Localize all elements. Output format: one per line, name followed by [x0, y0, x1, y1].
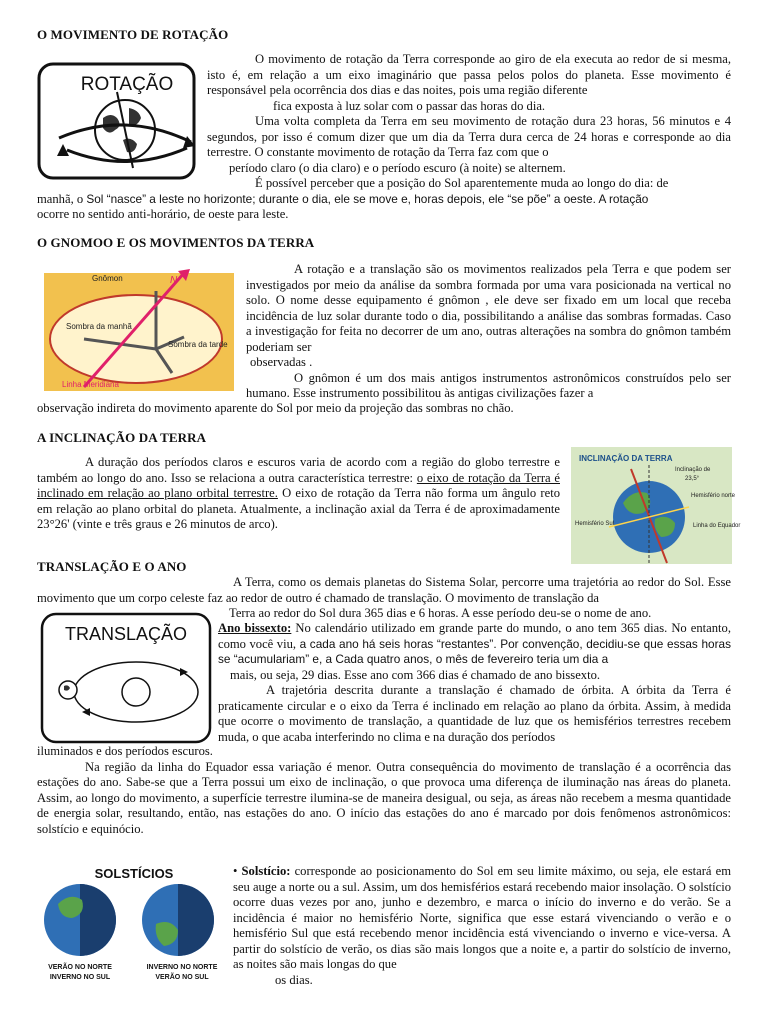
meridian-line-label: Linha Meridiana	[62, 380, 119, 389]
translation-paragraph-1: A Terra, como os demais planetas do Sistema Solar, percorre uma trajetória ao redor do Sol. Esse movimento que um corpo celeste faz ao redor de outro é chamado de translação. O movimento de translação da	[37, 575, 731, 605]
rotation-paragraph-1-end: fica exposta à luz solar com o passar das horas do dia.	[273, 98, 546, 113]
inclination-angle-label: Inclinação de	[675, 467, 711, 473]
gnomon-paragraph-2: O gnômon é um dos mais antigos instrumentos astronômicos construídos pelo ser humano. Esse instrumento possibilitou às antigas civilizações fazer a	[246, 370, 731, 400]
inclination-illustration	[571, 447, 741, 564]
gnomon-illustration	[44, 267, 240, 395]
solstice-paragraph: corresponde ao posicionamento do Sol em seu limite máximo, ou seja, ele estará em seu auge a norte ou a sul. Assim, um dos hemisférios estará recebendo maior insolação. O solstício ocorre duas vezes por ano, junho e dezembro, e marca o início do inverno e do verão. Se a incidência é maior no hemisfério Norte, significa que esse estará vivenciando o verão e o hemisfério Sul que está recebendo menor incidência está vivenciando o inverno e vice-versa. A partir do solstício de verão, os dias são mais longos que a noite e, a partir do solstício de inverno, as noites são mais longas do que	[233, 864, 731, 971]
inclination-paragraph-start: A duração dos períodos claros e escuros varia de acordo com a região do globo terrestre e também ao longo do ano. Isso se relaciona a outra característica terrestre:	[37, 455, 560, 485]
rotation-paragraph-3-start: É possível perceber que a posição do Sol aparentemente muda ao longo do dia: de	[255, 176, 669, 190]
section-title-translation: TRANSLAÇÃO E O ANO	[37, 559, 187, 574]
section-title-gnomon: O GNOMOO E OS MOVIMENTOS DA TERRA	[37, 235, 315, 250]
translation-paragraph-3-end: iluminados e dos períodos escuros.	[37, 744, 213, 758]
solstices-image-title: SOLSTÍCIOS	[94, 866, 174, 881]
equator-line-label: Linha do Equador	[693, 523, 741, 529]
leap-year-text-mid: a cada ano há seis horas “restantes”. Por convenção, decidiu-se que essas horas se “acumulariam” e, a Cada quatro anos, o mês de fevereiro teria um dia a	[218, 636, 731, 666]
rotation-paragraph-3-mid: Sol “nasce” a leste no horizonte; durante o dia, ele se move e, horas depois, ele “se põe” a oeste. A rotação	[86, 191, 649, 206]
rotation-paragraph-3-manha: manhã, o	[37, 191, 84, 206]
north-label: N	[170, 275, 178, 286]
leap-year-text-end: mais, ou seja, 29 dias. Esse ano com 366 dias é chamado de ano bissexto.	[230, 667, 601, 682]
rotation-illustration	[37, 60, 197, 182]
inclination-image-title: INCLINAÇÃO DA TERRA	[579, 454, 673, 463]
gnomon-paragraph-1-end: observadas .	[250, 355, 313, 369]
section-title-inclination: A INCLINAÇÃO DA TERRA	[37, 430, 207, 445]
section-title-rotation: O MOVIMENTO DE ROTAÇÃO	[37, 27, 229, 42]
leap-year-label: Ano bissexto:	[218, 621, 292, 635]
gnomon-label: Gnômon	[92, 274, 123, 283]
inclination-underlined-sentence: o eixo de rotação da Terra é inclinado em relação ao plano orbital terrestre.	[37, 470, 560, 500]
translation-paragraph-3: A trajetória descrita durante a translação é chamado de órbita. A órbita da Terra é praticamente circular e o eixo da Terra é inclinado em relação ao plano da órbita. Assim, à medida que ocorre o movimento de translação, a quantidade de luz que os hemisférios terrestres recebem muda, o que acaba interferindo no clima e na duração dos períodos	[218, 683, 731, 744]
solstice-left-line-2: INVERNO NO SUL	[49, 974, 111, 981]
rotation-paragraph-2: Uma volta completa da Terra em seu movimento de rotação dura 23 horas, 56 minutos e 4 segundos, por isso é comum dizer que um dia da Terra dura cerca de 24 horas e corresponde ao dia terrestre. O constante movimento de rotação da Terra faz com que o	[207, 114, 731, 159]
inclination-paragraph-end: O eixo de rotação da Terra não forma um ângulo reto em relação ao plano orbital do planeta. Atualmente, a inclinação axial da Terra é de aproximadamente 23°26' (vinte e três graus e 26 minutos de arco).	[37, 486, 560, 531]
leap-year-text-start: No calendário utilizado em grande parte do mundo, o ano tem 365 dias. No entanto, como você viu,	[218, 621, 731, 651]
afternoon-shadow-label: Sombra da tarde	[168, 340, 228, 349]
solstices-illustration	[38, 862, 228, 984]
translation-paragraph-4: Na região da linha do Equador essa variação é menor. Outra consequência do movimento de translação é a ocorrência das estações do ano. Sabe-se que a Terra possui um eixo de inclinação, o que provoca uma diferença de iluminação nas áreas do planeta. Assim, ao longo do movimento, a superfície terrestre ilumina-se de maneira desigual, ou seja, as áreas não recebem a mesma quantidade de energia solar, resultando, então, nas estações do ano. O início das estações do ano é marcado por dois fenômenos astronômicos: solstício e equinócio.	[37, 759, 731, 836]
rotation-paragraph-2-end: período claro (o dia claro) e o período escuro (à noite) se alternem.	[229, 160, 566, 175]
translation-image-label: TRANSLAÇÃO	[64, 624, 188, 644]
translation-illustration	[40, 612, 212, 744]
solstice-right-line-2: VERÃO NO SUL	[155, 974, 209, 981]
solstice-right-line-1: INVERNO NO NORTE	[146, 964, 218, 971]
solstice-term: Solstício:	[241, 864, 291, 878]
translation-paragraph-1-end: Terra ao redor do Sol dura 365 dias e 6 horas. A esse período deu-se o nome de ano.	[229, 606, 652, 620]
inclination-angle-value: 23,5°	[685, 476, 700, 482]
gnomon-paragraph-2-end: observação indireta do movimento aparente do Sol por meio da projeção das sombras no chão.	[37, 401, 514, 415]
solstice-bullet: •	[233, 864, 238, 878]
solstice-left-line-1: VERÃO NO NORTE	[48, 964, 112, 971]
rotation-paragraph-1: O movimento de rotação da Terra corresponde ao giro de ela executa ao redor de si mesma, isto é, em relação a um eixo imaginário que passa pelos polos do planeta. Esse movimento é responsável pela ocorrência dos dias e das noites, pois uma região diferente	[207, 52, 731, 97]
north-hemisphere-label: Hemisfério norte	[691, 493, 736, 499]
solstice-paragraph-end: os dias.	[275, 972, 313, 987]
morning-shadow-label: Sombra da manhã	[66, 322, 132, 331]
gnomon-paragraph-1: A rotação e a translação são os movimentos realizados pela Terra e que podem ser investigados por meio da análise da sombra formada por uma vara posicionada na vertical no solo. O nome desse equipamento é gnômon , ele deve ser fixado em um local que receba incidência de luz solar durante todo o dia, possibilitando a análise das sombras formadas. Caso a investigação for feita no decorrer de um ano, outras alterações na sombra do gnômon também poderiam ser	[246, 262, 731, 354]
south-hemisphere-label: Hemisfério Sul	[575, 521, 615, 527]
rotation-paragraph-3-end: ocorre no sentido anti-horário, de oeste para leste.	[37, 207, 289, 221]
rotation-image-label: ROTAÇÃO	[80, 74, 174, 95]
